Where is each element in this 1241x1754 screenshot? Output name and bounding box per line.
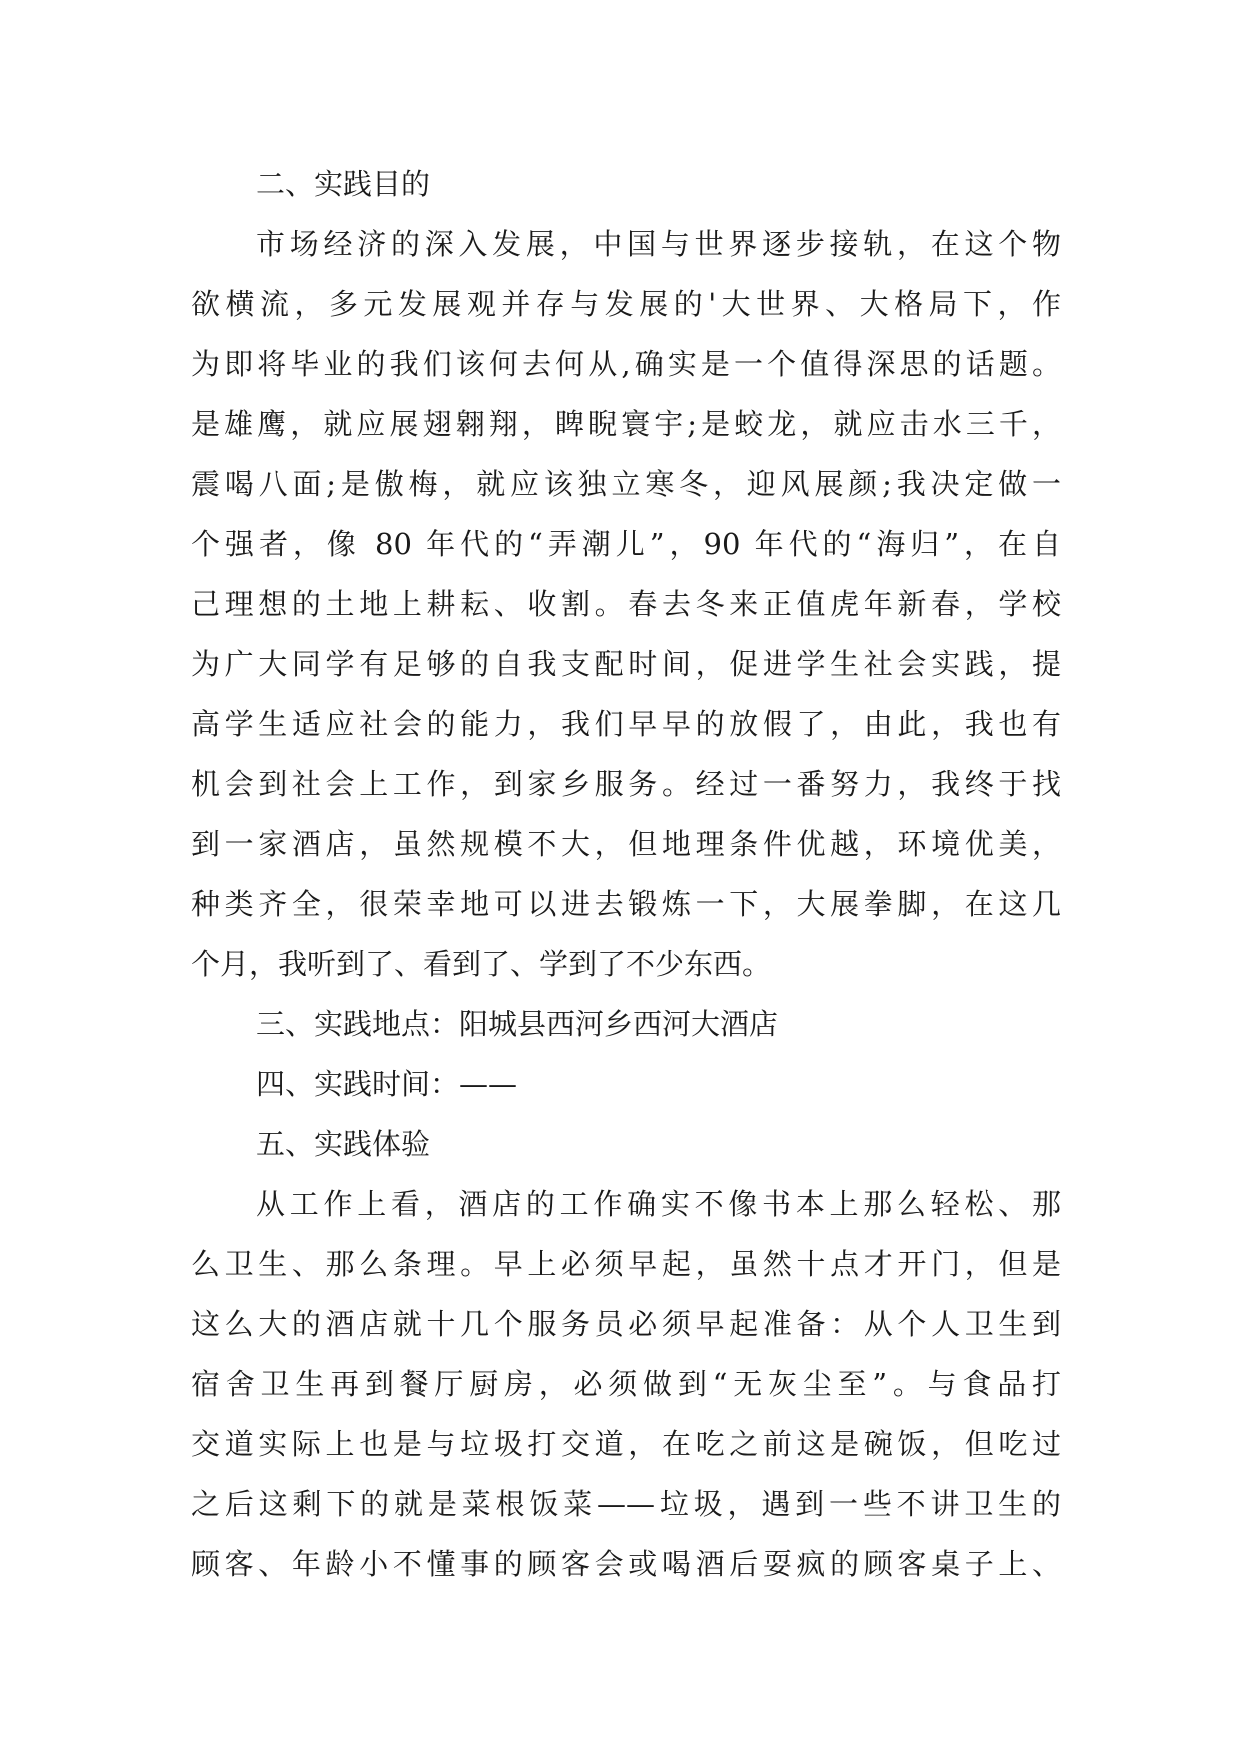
paragraph-line: 机会到社会上工作，到家乡服务。经过一番努力，我终于找 xyxy=(191,767,1061,801)
section-heading-3: 三、实践地点：阳城县西河乡西河大酒店 xyxy=(256,1007,779,1041)
section-heading-5: 五、实践体验 xyxy=(256,1127,431,1161)
paragraph-line: 到一家酒店，虽然规模不大，但地理条件优越，环境优美， xyxy=(191,827,1061,861)
document-body xyxy=(191,154,1061,1594)
paragraph-line: 个强者，像 80 年代的“弄潮儿”，90 年代的“海归”，在自 xyxy=(191,527,1061,561)
paragraph-line: 从工作上看，酒店的工作确实不像书本上那么轻松、那 xyxy=(256,1187,1061,1221)
paragraph-line: 震喝八面;是傲梅，就应该独立寒冬，迎风展颜;我决定做一 xyxy=(191,467,1061,501)
paragraph-line: 为即将毕业的我们该何去何从,确实是一个值得深思的话题。 xyxy=(191,347,1061,381)
paragraph-line: 个月，我听到了、看到了、学到了不少东西。 xyxy=(191,947,772,981)
paragraph-line: 交道实际上也是与垃圾打交道，在吃之前这是碗饭，但吃过 xyxy=(191,1427,1061,1461)
section-heading-2: 二、实践目的 xyxy=(256,167,431,201)
paragraph-line: 高学生适应社会的能力，我们早早的放假了，由此，我也有 xyxy=(191,707,1061,741)
paragraph-line: 欲横流，多元发展观并存与发展的'大世界、大格局下，作 xyxy=(191,287,1061,321)
paragraph-line: 是雄鹰，就应展翅翱翔，睥睨寰宇;是蛟龙，就应击水三千， xyxy=(191,407,1061,441)
paragraph-line: 这么大的酒店就十几个服务员必须早起准备：从个人卫生到 xyxy=(191,1307,1061,1341)
paragraph-line: 宿舍卫生再到餐厅厨房，必须做到“无灰尘至”。与食品打 xyxy=(191,1367,1061,1401)
paragraph-line: 之后这剩下的就是菜根饭菜——垃圾，遇到一些不讲卫生的 xyxy=(191,1487,1061,1521)
section-heading-4: 四、实践时间：—— xyxy=(256,1067,518,1101)
paragraph-line: 为广大同学有足够的自我支配时间，促进学生社会实践，提 xyxy=(191,647,1061,681)
paragraph-line: 顾客、年龄小不懂事的顾客会或喝酒后耍疯的顾客桌子上、 xyxy=(191,1547,1061,1581)
paragraph-line: 种类齐全，很荣幸地可以进去锻炼一下，大展拳脚，在这几 xyxy=(191,887,1061,921)
paragraph-line: 么卫生、那么条理。早上必须早起，虽然十点才开门，但是 xyxy=(191,1247,1061,1281)
paragraph-line: 市场经济的深入发展，中国与世界逐步接轨，在这个物 xyxy=(256,227,1061,261)
paragraph-line: 己理想的土地上耕耘、收割。春去冬来正值虎年新春，学校 xyxy=(191,587,1061,621)
